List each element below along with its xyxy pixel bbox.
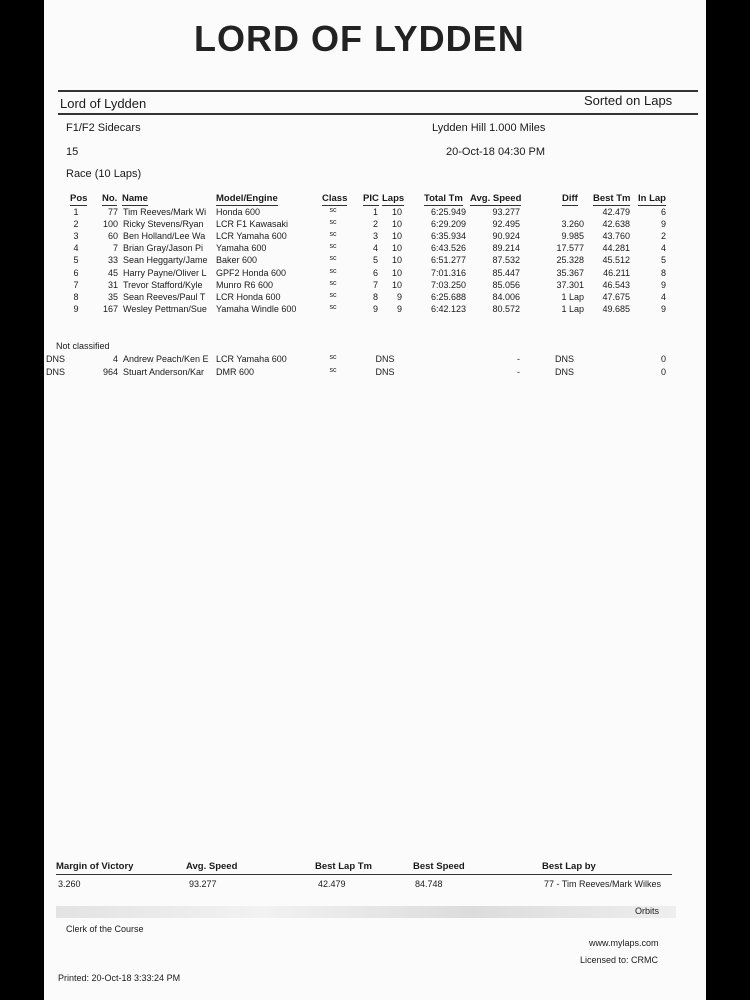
cell-no: 45 — [107, 267, 118, 278]
cell-pos: 6 — [73, 267, 79, 278]
cell-pos: DNS — [46, 354, 66, 364]
cell-speed: 87.532 — [492, 255, 520, 266]
cell-laps: 10 — [391, 207, 402, 217]
cell-laps: DNS — [375, 367, 395, 377]
cell-pos: 4 — [73, 243, 79, 254]
col-speed: Avg. Speed — [470, 193, 522, 204]
sorted-label: Sorted on Laps — [584, 93, 673, 108]
cell-diff: DNS — [554, 354, 574, 364]
col-model: Model/Engine — [216, 193, 278, 204]
cell-name: Trevor Stafford/Kyle — [123, 279, 203, 290]
cell-pos: 7 — [73, 279, 79, 290]
cell-diff: 9.985 — [561, 231, 584, 242]
cell-model: Munro R6 600 — [216, 279, 274, 290]
cell-model: LCR F1 Kawasaki — [216, 219, 289, 230]
col-pos: Pos — [70, 193, 88, 204]
cell-best: 44.281 — [602, 243, 630, 254]
cell-pos: 5 — [73, 255, 79, 266]
cell-speed: 92.495 — [492, 219, 520, 230]
cell-name: Tim Reeves/Mark Wi — [123, 207, 207, 217]
cell-model: Honda 600 — [216, 207, 261, 217]
orbits-label: Orbits — [635, 906, 660, 916]
cell-laps: 10 — [391, 279, 402, 290]
best-lap-by-label: Best Lap by — [542, 861, 596, 872]
cell-name: Sean Heggarty/Jame — [123, 255, 208, 266]
cell-no: 167 — [102, 303, 118, 314]
cell-best: 42.638 — [602, 219, 630, 230]
cell-no: 31 — [107, 279, 118, 290]
cell-pic: 6 — [372, 267, 378, 278]
best-speed-label: Best Speed — [413, 861, 465, 872]
cell-best: 45.512 — [602, 255, 630, 266]
cell-cls: sc — [329, 219, 337, 227]
printed-label: Printed: 20-Oct-18 3:33:24 PM — [58, 973, 181, 983]
cell-best: 47.675 — [602, 291, 630, 302]
cell-model: Yamaha Windle 600 — [216, 303, 297, 314]
col-best: Best Tm — [593, 193, 631, 204]
cell-pic: 5 — [372, 255, 378, 266]
col-laps: Laps — [382, 193, 405, 204]
cell-total: 6:29.209 — [430, 219, 466, 230]
avg-speed-value: 93.277 — [189, 879, 217, 889]
cell-model: DMR 600 — [216, 367, 255, 377]
cell-diff: 1 Lap — [561, 303, 584, 314]
cell-laps: 10 — [391, 243, 402, 254]
cell-speed: 89.214 — [492, 243, 520, 254]
col-no: No. — [102, 193, 118, 204]
licensed-label: Licensed to: CRMC — [580, 955, 659, 965]
results-sheet — [44, 0, 706, 1000]
col-diff: Diff — [562, 193, 578, 204]
cell-laps: 9 — [396, 303, 402, 314]
cell-inlap: 6 — [660, 207, 666, 217]
cell-pic: 9 — [372, 303, 378, 314]
cell-speed: 93.277 — [492, 207, 520, 217]
cell-inlap: 0 — [660, 354, 666, 364]
header-top-rule — [58, 90, 698, 92]
cell-pos: 3 — [73, 231, 79, 242]
website-label: www.mylaps.com — [589, 938, 659, 948]
summary-rule — [56, 874, 672, 875]
cell-model: LCR Yamaha 600 — [216, 231, 287, 242]
cell-name: Brian Gray/Jason Pi — [123, 243, 204, 254]
col-name: Name — [122, 193, 148, 204]
cell-name: Andrew Peach/Ken E — [123, 354, 209, 364]
cell-no: 7 — [112, 243, 118, 254]
cell-diff: 3.260 — [561, 219, 584, 230]
cell-pos: 8 — [73, 291, 79, 302]
cell-pos: DNS — [46, 367, 66, 377]
cell-model: Yamaha 600 — [216, 243, 267, 254]
cell-cls: sc — [329, 291, 337, 299]
circuit-name: Lydden Hill 1.000 Miles — [432, 122, 546, 134]
cell-best: 42.479 — [602, 207, 630, 217]
cell-cls: sc — [329, 354, 337, 361]
cell-total: 7:01.316 — [430, 267, 466, 278]
cell-inlap: 0 — [660, 367, 666, 377]
print-band — [56, 906, 676, 918]
best-speed-value: 84.748 — [415, 879, 443, 889]
cell-pos: 2 — [73, 219, 79, 230]
cell-cls: sc — [329, 231, 337, 239]
cell-no: 77 — [107, 207, 118, 217]
cell-speed: - — [517, 367, 520, 377]
cell-inlap: 4 — [660, 243, 666, 254]
cell-cls: sc — [329, 243, 337, 251]
margin-label: Margin of Victory — [56, 861, 134, 872]
logo-title: LORD OF LYDDEN — [194, 18, 525, 59]
cell-best: 49.685 — [602, 303, 630, 314]
cell-pos: 9 — [73, 303, 79, 314]
cell-laps: 9 — [396, 291, 402, 302]
event-name: Lord of Lydden — [60, 96, 147, 111]
best-lap-label: Best Lap Tm — [315, 861, 373, 872]
cell-inlap: 4 — [660, 291, 666, 302]
best-lap-by-value: 77 - Tim Reeves/Mark Wilkes — [544, 879, 662, 889]
cell-pic: 3 — [372, 231, 378, 242]
cell-total: 6:42.123 — [430, 303, 466, 314]
cell-cls: sc — [329, 207, 337, 214]
cell-diff: DNS — [554, 367, 574, 377]
cell-speed: - — [517, 354, 520, 364]
cell-name: Wesley Pettman/Sue — [123, 303, 207, 314]
cell-laps: 10 — [391, 219, 402, 230]
class-name: F1/F2 Sidecars — [66, 122, 141, 134]
cell-name: Stuart Anderson/Kar — [123, 367, 205, 377]
cell-model: GPF2 Honda 600 — [216, 267, 287, 278]
cell-no: 35 — [107, 291, 118, 302]
cell-no: 33 — [107, 255, 118, 266]
cell-pic: 4 — [372, 243, 378, 254]
margin-value: 3.260 — [58, 879, 81, 889]
cell-speed: 85.447 — [492, 267, 520, 278]
cell-name: Ben Holland/Lee Wa — [123, 231, 206, 242]
cell-name: Ricky Stevens/Ryan — [123, 219, 204, 230]
col-total: Total Tm — [424, 193, 463, 204]
cell-diff: 35.367 — [556, 267, 584, 278]
cell-pic: 7 — [372, 279, 378, 290]
cell-inlap: 9 — [660, 303, 666, 314]
cell-cls: sc — [329, 255, 337, 263]
cell-pic: 2 — [372, 219, 378, 230]
cell-total: 6:25.949 — [430, 207, 466, 217]
col-pic: PIC — [363, 193, 379, 204]
avg-speed-label: Avg. Speed — [186, 861, 238, 872]
cell-laps: DNS — [375, 354, 395, 364]
cell-best: 43.760 — [602, 231, 630, 242]
cell-inlap: 5 — [660, 255, 666, 266]
cell-cls: sc — [329, 267, 337, 275]
cell-pic: 1 — [372, 207, 378, 217]
cell-speed: 80.572 — [492, 303, 520, 314]
cell-diff: 17.577 — [556, 243, 584, 254]
cell-model: LCR Yamaha 600 — [216, 354, 287, 364]
cell-speed: 90.924 — [492, 231, 520, 242]
cell-diff: 37.301 — [556, 279, 584, 290]
col-inlap: In Lap — [638, 193, 666, 204]
cell-inlap: 2 — [660, 231, 666, 242]
cell-no: 100 — [102, 219, 118, 230]
col-class: Class — [322, 193, 348, 204]
cell-inlap: 9 — [660, 219, 666, 230]
not-classified-label: Not classified — [56, 341, 110, 351]
cell-total: 6:25.688 — [430, 291, 466, 302]
event-datetime: 20-Oct-18 04:30 PM — [446, 146, 546, 158]
cell-cls: sc — [329, 303, 337, 311]
cell-total: 6:43.526 — [430, 243, 466, 254]
cell-diff: 1 Lap — [561, 291, 584, 302]
cell-laps: 10 — [391, 231, 402, 242]
cell-no: 964 — [102, 367, 118, 377]
cell-pic: 8 — [372, 291, 378, 302]
cell-pos: 1 — [73, 207, 79, 217]
cell-name: Sean Reeves/Paul T — [123, 291, 206, 302]
cell-name: Harry Payne/Oliver L — [123, 267, 207, 278]
cell-total: 6:35.934 — [430, 231, 466, 242]
cell-model: LCR Honda 600 — [216, 291, 281, 302]
race-title: Race (10 Laps) — [66, 168, 142, 180]
cell-laps: 10 — [391, 267, 402, 278]
cell-speed: 85.056 — [492, 279, 520, 290]
cell-inlap: 9 — [660, 279, 666, 290]
header-bottom-rule — [58, 113, 698, 115]
cell-total: 6:51.277 — [430, 255, 466, 266]
cell-cls: sc — [329, 279, 337, 287]
cell-best: 46.211 — [603, 267, 630, 278]
cell-laps: 10 — [391, 255, 402, 266]
event-number: 15 — [66, 146, 79, 158]
best-lap-value: 42.479 — [318, 879, 346, 889]
cell-speed: 84.006 — [492, 291, 520, 302]
cell-inlap: 8 — [660, 267, 666, 278]
cell-diff: 25.328 — [556, 255, 584, 266]
cell-total: 7:03.250 — [430, 279, 466, 290]
cell-model: Baker 600 — [216, 255, 258, 266]
cell-best: 46.543 — [602, 279, 630, 290]
clerk-label: Clerk of the Course — [66, 924, 144, 934]
cell-no: 60 — [107, 231, 118, 242]
cell-cls: sc — [329, 367, 337, 374]
cell-no: 4 — [112, 354, 118, 364]
